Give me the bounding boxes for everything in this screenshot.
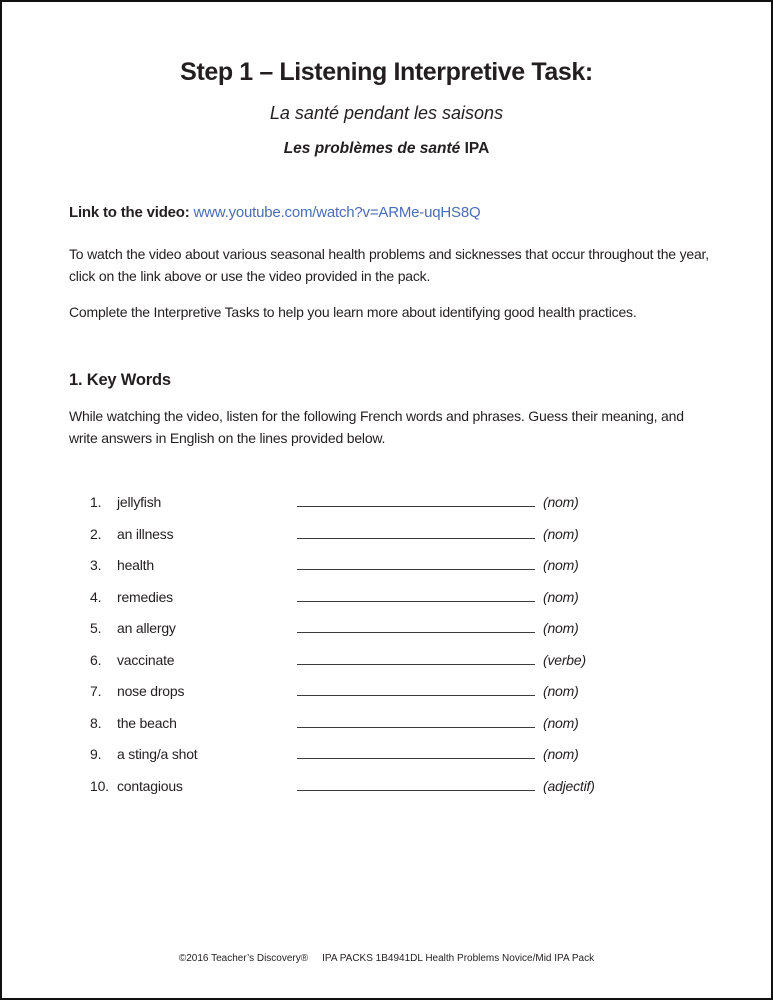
item-number: 1. xyxy=(90,494,102,510)
answer-blank-line xyxy=(297,727,535,728)
key-word-row-6 xyxy=(90,649,715,671)
pack-info-text: IPA PACKS 1B4941DL Health Problems Novice/Mid IPA Pack xyxy=(322,953,595,964)
page-subtitle-ipa xyxy=(2,140,771,158)
part-of-speech: (nom) xyxy=(543,557,579,573)
key-word-row-2 xyxy=(90,523,715,545)
part-of-speech: (adjectif) xyxy=(543,777,595,794)
item-number: 3. xyxy=(90,557,102,573)
part-of-speech: (nom) xyxy=(543,588,579,605)
page-subtitle-french: La santé pendant les saisons xyxy=(269,103,504,123)
video-link-label: Link to the video: xyxy=(69,204,194,221)
part-of-speech: (nom) xyxy=(543,525,579,542)
answer-blank-line xyxy=(297,569,535,570)
key-word-row-8 xyxy=(90,712,715,734)
item-label: contagious xyxy=(117,777,183,794)
item-number: 9. xyxy=(90,746,102,762)
youtube-link[interactable]: www.youtube.com/watch?v=ARMe-uqHS8Q xyxy=(193,204,481,221)
key-word-row-1 xyxy=(90,491,715,513)
answer-blank-line xyxy=(297,506,535,507)
key-word-row-5 xyxy=(90,617,715,639)
intro-paragraph-1: To watch the video about various seasonal health problems and sicknesses that occur throughout the year, click on the link above or use the video provided in the pack. xyxy=(69,246,709,284)
answer-blank-line xyxy=(297,632,535,633)
item-number: 8. xyxy=(90,714,102,731)
key-word-row-4 xyxy=(90,586,715,608)
answer-blank-line xyxy=(297,664,535,665)
key-word-row-7 xyxy=(90,680,715,702)
key-word-row-10 xyxy=(90,775,715,797)
item-number: 6. xyxy=(90,651,102,668)
page-header xyxy=(2,2,771,158)
video-link-row xyxy=(69,202,715,224)
answer-blank-line xyxy=(297,758,535,759)
item-label: jellyfish xyxy=(117,494,162,510)
item-number: 2. xyxy=(90,525,102,542)
answer-blank-line xyxy=(297,601,535,602)
part-of-speech: (nom) xyxy=(543,683,579,699)
item-number: 7. xyxy=(90,683,102,699)
part-of-speech: (verbe) xyxy=(543,651,586,668)
page-content xyxy=(2,202,771,797)
answer-blank-line xyxy=(297,538,535,539)
part-of-speech: (nom) xyxy=(543,620,579,636)
item-label: the beach xyxy=(117,714,177,731)
copyright-text: ©2016 Teacher’s Discovery® xyxy=(178,953,309,964)
item-label: an allergy xyxy=(117,620,176,636)
part-of-speech: (nom) xyxy=(543,714,579,731)
key-words-heading: 1. Key Words xyxy=(69,371,171,389)
key-word-row-9 xyxy=(90,743,715,765)
subtitle-french-part: Les problèmes de santé xyxy=(283,140,461,157)
page-title: Step 1 – Listening Interpretive Task: xyxy=(180,58,593,86)
key-word-row-3 xyxy=(90,554,715,576)
page-footer xyxy=(2,953,771,964)
key-words-instructions: While watching the video, listen for the following French words and phrases. Guess their meaning, and write answers in English on the lines provided below. xyxy=(69,408,684,446)
subtitle-ipa-part: IPA xyxy=(460,140,490,157)
key-words-list xyxy=(69,491,715,797)
item-label: health xyxy=(117,557,154,573)
answer-blank-line xyxy=(297,790,535,791)
part-of-speech: (nom) xyxy=(543,746,579,762)
item-number: 5. xyxy=(90,620,102,636)
item-label: vaccinate xyxy=(117,651,175,668)
answer-blank-line xyxy=(297,695,535,696)
item-label: nose drops xyxy=(117,683,185,699)
intro-paragraph-2: Complete the Interpretive Tasks to help you learn more about identifying good health practices. xyxy=(69,304,637,320)
item-label: remedies xyxy=(117,588,173,605)
item-label: a sting/a shot xyxy=(117,746,198,762)
part-of-speech: (nom) xyxy=(543,494,579,510)
item-number: 4. xyxy=(90,588,102,605)
item-label: an illness xyxy=(117,525,174,542)
item-number: 10. xyxy=(90,777,109,794)
